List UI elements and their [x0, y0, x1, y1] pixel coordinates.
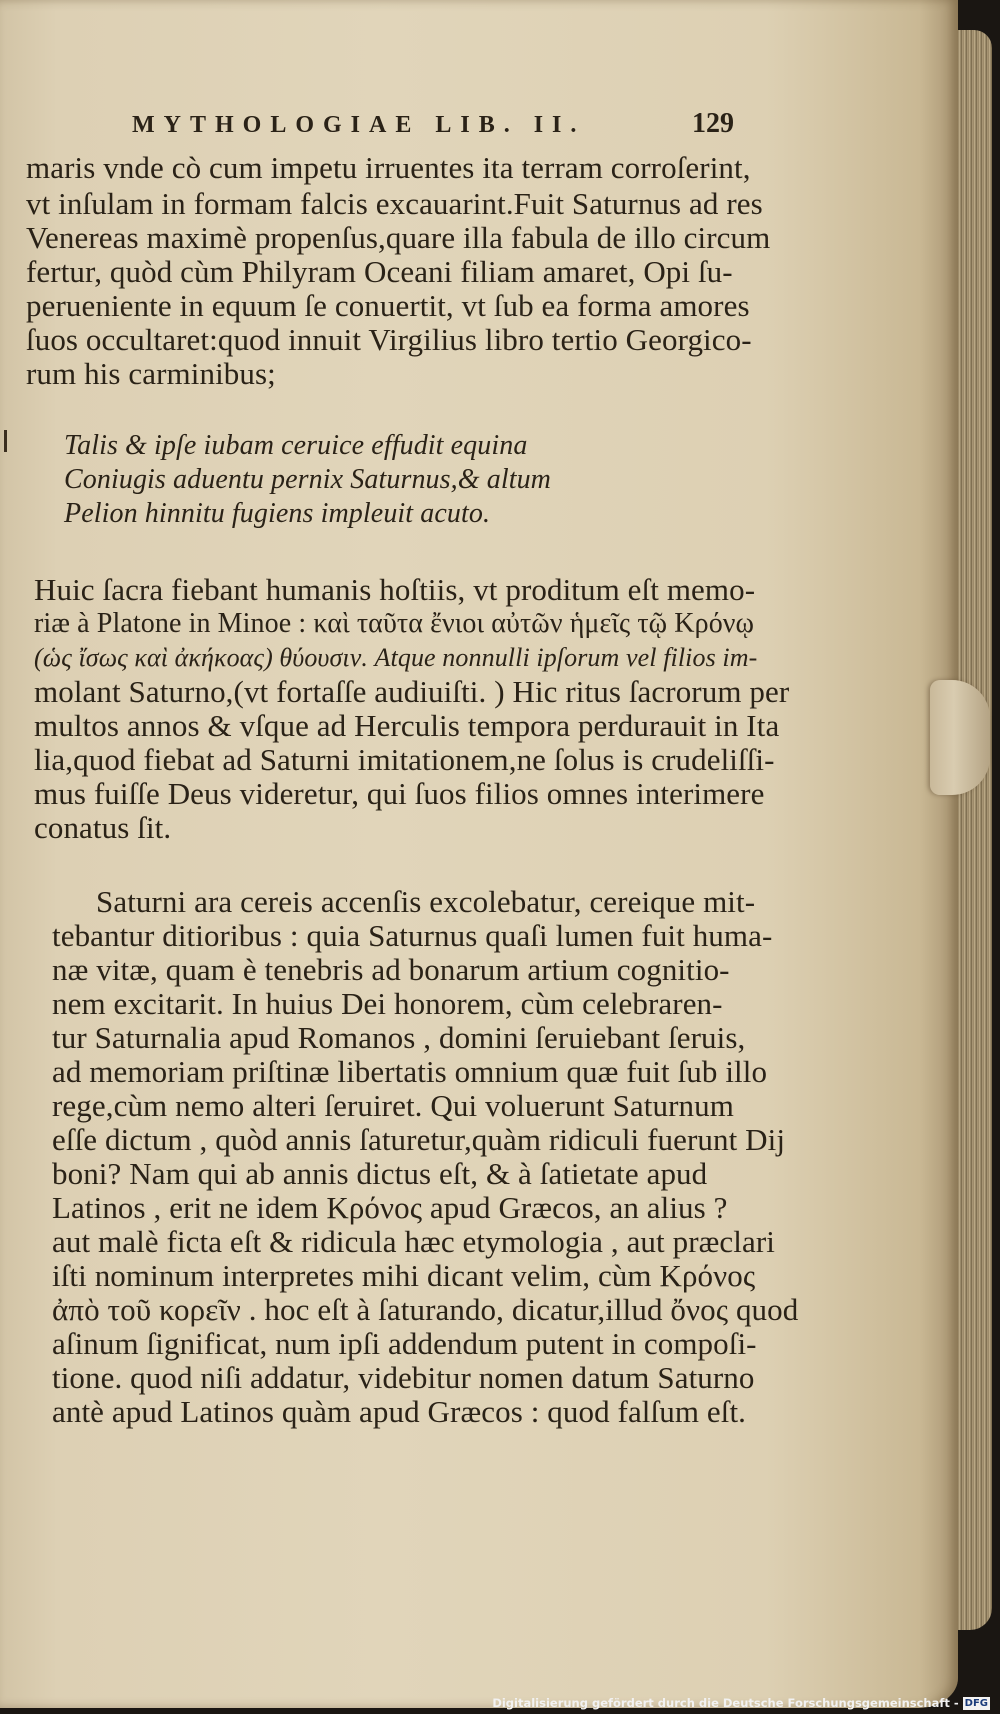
text-line: mus fuiſſe Deus videretur, qui ſuos filios omnes interimere: [34, 776, 765, 811]
text-line: perueniente in equum ſe conuertit, vt ſub ea forma amores: [26, 288, 750, 323]
text-line: tebantur ditioribus : quia Saturnus quaſi lumen fuit huma-: [52, 918, 773, 953]
text-line: maris vnde cò cum impetu irruentes ita terram corroſerint,: [26, 150, 751, 185]
text-line: aſinum ſignificat, num ipſi addendum putent in compoſi-: [52, 1326, 757, 1361]
text-line: (ὡς ἴσως καὶ ἀκήκοας) θύουσιν. Atque nonnulli ipſorum vel filios im-: [34, 643, 758, 672]
text-line: tur Saturnalia apud Romanos , domini ſeruiebant ſeruis,: [52, 1020, 746, 1055]
text-line: Latinos , erit ne idem Κρόνος apud Græcos, an alius ?: [52, 1190, 728, 1225]
page-number: 129: [692, 108, 734, 139]
text-line: Venereas maximè propenſus,quare illa fabula de illo circum: [26, 220, 771, 255]
text-line: multos annos & vſque ad Herculis tempora perdurauit in Ita: [34, 708, 780, 743]
text-line: fertur, quòd cùm Philyram Oceani filiam amaret, Opi ſu-: [26, 254, 733, 289]
text-line: tione. quod niſi addatur, videbitur nomen datum Saturno: [52, 1360, 755, 1395]
book-page-edges: [958, 30, 992, 1630]
text-line: lia,quod fiebat ad Saturni imitationem,ne ſolus is crudeliſſi-: [34, 742, 775, 777]
running-title: MYTHOLOGIAE LIB. II.: [132, 112, 586, 138]
verse-line: Talis & ipſe iubam ceruice effudit equina: [64, 430, 528, 461]
text-line: boni? Nam qui ab annis dictus eſt, & à ſatietate apud: [52, 1156, 708, 1191]
verse-line: Coniugis aduentu pernix Saturnus,& altum: [64, 464, 551, 495]
text-line: rege,cùm nemo alteri ſeruiret. Qui voluerunt Saturnum: [52, 1088, 734, 1123]
text-line: næ vitæ, quam è tenebris ad bonarum artium cognitio-: [52, 952, 730, 987]
text-line: antè apud Latinos quàm apud Græcos : quod falſum eſt.: [52, 1394, 747, 1429]
text-line: vt inſulam in formam falcis excauarint.Fuit Saturnus ad res: [26, 186, 763, 221]
dfg-logo: DFG: [964, 1698, 988, 1709]
text-line: Saturni ara cereis accenſis excolebatur, cereique mit-: [96, 884, 756, 919]
text-line: ἀπὸ τοῦ κορεῖν . hoc eſt à ſaturando, dicatur,illud ὄνος quod: [52, 1292, 799, 1327]
text-line: ſuos occultaret:quod innuit Virgilius libro tertio Georgico-: [26, 322, 752, 357]
text-line: eſſe dictum , quòd annis ſaturetur,quàm ridiculi fuerunt Dij: [52, 1122, 786, 1157]
text-line: conatus ſit.: [34, 810, 172, 845]
digitization-credit: [492, 1696, 990, 1710]
text-line: rum his carminibus;: [26, 356, 276, 391]
credit-text: Digitalisierung gefördert durch die Deutsche Forschungsgemeinschaft -: [492, 1696, 959, 1710]
text-line: aut malè ficta eſt & ridicula hæc etymologia , aut præclari: [52, 1224, 775, 1259]
text-line: molant Saturno,(vt fortaſſe audiuiſti. ) Hic ritus ſacrorum per: [34, 674, 790, 709]
text-line: ad memoriam priſtinæ libertatis omnium quæ fuit ſub illo: [52, 1054, 768, 1089]
text-line: riæ à Platone in Minoe : καὶ ταῦτα ἔνιοι αὐτῶν ἡμεῖς τῷ Κρόνῳ: [34, 608, 755, 639]
text-line: iſti nominum interpretes mihi dicant velim, cùm Κρόνος: [52, 1258, 756, 1293]
verse-line: Pelion hinnitu fugiens impleuit acuto.: [64, 498, 491, 529]
text-line: nem excitarit. In huius Dei honorem, cùm celebraren-: [52, 986, 723, 1021]
text-line: Huic ſacra fiebant humanis hoſtiis, vt proditum eſt memo-: [34, 572, 756, 607]
